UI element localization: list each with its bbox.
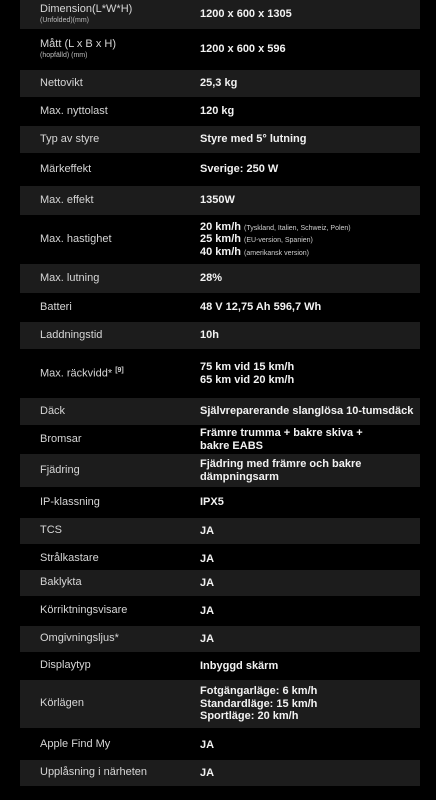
- speed-line: [200, 233, 420, 246]
- spec-label: TCS: [40, 524, 62, 537]
- spec-value: JA: [200, 552, 215, 565]
- spec-row-korlagen: [20, 680, 420, 728]
- spec-label: Max. effekt: [40, 193, 94, 206]
- spec-label: Fjädring: [40, 463, 80, 476]
- spec-label: [20, 38, 200, 61]
- spec-sublabel: (Unfolded)(mm): [40, 17, 90, 25]
- spec-value: 48 V 12,75 Ah 596,7 Wh: [200, 301, 322, 314]
- spec-label: [20, 367, 200, 381]
- spec-row-max-nyttolast: [20, 99, 420, 124]
- suspension-line: Fjädring med främre och bakre: [200, 457, 362, 470]
- spec-row-batteri: [20, 295, 420, 320]
- spec-row-max-lutning: [20, 264, 420, 293]
- spec-label: Upplåsning i närheten: [40, 766, 148, 779]
- spec-label: Batteri: [40, 300, 72, 313]
- drive-mode-line: Standardläge: 15 km/h: [200, 697, 318, 710]
- spec-row-baklykta: [20, 570, 420, 596]
- speed-note: (Tyskland, Italien, Schweiz, Polen): [244, 224, 351, 232]
- spec-label: Max. lutning: [40, 271, 100, 284]
- spec-label-text: Mått (L x B x H): [40, 38, 116, 51]
- spec-value: [200, 685, 420, 723]
- spec-value: JA: [200, 576, 215, 589]
- spec-value: JA: [200, 738, 215, 751]
- spec-label: Strålkastare: [40, 552, 99, 565]
- speed-note: (amerikansk version): [244, 249, 309, 257]
- spec-row-dimension: [20, 0, 420, 29]
- spec-value: JA: [200, 604, 215, 617]
- speed-value: 25 km/h: [200, 233, 241, 246]
- spec-row-fjadring: [20, 454, 420, 487]
- spec-row-stralkastare: [20, 546, 420, 572]
- spec-label: Max. nyttolast: [40, 104, 108, 117]
- spec-value: JA: [200, 632, 215, 645]
- spec-value: Sverige: 250 W: [200, 163, 279, 176]
- spec-value: 1200 x 600 x 596: [200, 43, 286, 56]
- spec-value: [200, 361, 420, 386]
- suspension-line: dämpningsarm: [200, 470, 279, 483]
- spec-value: [200, 221, 420, 259]
- spec-label: Apple Find My: [40, 738, 111, 751]
- spec-label: Laddningstid: [40, 328, 103, 341]
- speed-line: [200, 246, 420, 259]
- spec-row-nettovikt: [20, 70, 420, 97]
- spec-value: 25,3 kg: [200, 77, 238, 90]
- spec-value: Självreparerande slanglösa 10-tumsdäck: [200, 405, 414, 418]
- spec-row-markeffekt: [20, 155, 420, 184]
- spec-value: Styre med 5° lutning: [200, 133, 307, 146]
- spec-label: Körriktningsvisare: [40, 604, 128, 617]
- spec-label: Baklykta: [40, 576, 82, 589]
- spec-value: IPX5: [200, 496, 224, 509]
- spec-row-omgivningsljus: [20, 626, 420, 652]
- spec-label: Displaytyp: [40, 659, 91, 672]
- spec-label: IP-klassning: [40, 495, 100, 508]
- drive-mode-line: Sportläge: 20 km/h: [200, 710, 299, 723]
- range-line: 75 km vid 15 km/h: [200, 360, 295, 373]
- speed-line: [200, 221, 420, 234]
- spec-row-apple-find-my: [20, 732, 420, 758]
- spec-label: Max. hastighet: [40, 232, 112, 245]
- speed-value: 20 km/h: [200, 220, 241, 233]
- spec-row-bromsar: [20, 427, 420, 452]
- spec-value: 10h: [200, 329, 219, 342]
- footnote-marker[interactable]: [9]: [115, 366, 124, 374]
- drive-mode-line: Fotgängarläge: 6 km/h: [200, 685, 318, 698]
- spec-value: 120 kg: [200, 105, 235, 118]
- spec-label-text: Max. räckvidd*: [40, 367, 113, 380]
- spec-row-displaytyp: [20, 654, 420, 678]
- spec-value: JA: [200, 524, 215, 537]
- spec-row-matt: [20, 31, 420, 68]
- speed-value: 40 km/h: [200, 245, 241, 258]
- speed-note: (EU-version, Spanien): [244, 237, 313, 245]
- spec-label: Körlägen: [40, 697, 85, 710]
- spec-row-typ-av-styre: [20, 126, 420, 153]
- spec-label: Omgivningsljus*: [40, 632, 119, 645]
- spec-row-upplasning: [20, 760, 420, 786]
- spec-value: JA: [200, 766, 215, 779]
- spec-row-max-effekt: [20, 186, 420, 215]
- brake-line: bakre EABS: [200, 439, 263, 452]
- spec-value: 1200 x 600 x 1305: [200, 8, 292, 21]
- spec-value: [200, 427, 420, 452]
- spec-label: Däck: [40, 404, 66, 417]
- spec-row-ip-klassning: [20, 489, 420, 516]
- spec-label: Bromsar: [40, 432, 82, 445]
- range-line: 65 km vid 20 km/h: [200, 373, 295, 386]
- spec-row-korriktningsvisare: [20, 598, 420, 624]
- spec-row-laddningstid: [20, 322, 420, 349]
- spec-label: Märkeffekt: [40, 162, 92, 175]
- spec-value: [200, 458, 420, 483]
- spec-row-max-rackvidd: [20, 351, 420, 396]
- spec-value: 28%: [200, 272, 223, 285]
- spec-row-dack: [20, 398, 420, 425]
- spec-value: Inbyggd skärm: [200, 659, 279, 672]
- spec-label: Nettovikt: [40, 76, 83, 89]
- brake-line: Främre trumma + bakre skiva +: [200, 426, 363, 439]
- spec-label: Typ av styre: [40, 132, 100, 145]
- spec-row-max-hastighet: [20, 217, 420, 262]
- spec-value: 1350W: [200, 194, 235, 207]
- spec-label-text: Dimension(L*W*H): [40, 3, 133, 16]
- spec-row-tcs: [20, 518, 420, 544]
- spec-label: [20, 3, 200, 26]
- spec-sublabel: (hopfälld) (mm): [40, 52, 88, 60]
